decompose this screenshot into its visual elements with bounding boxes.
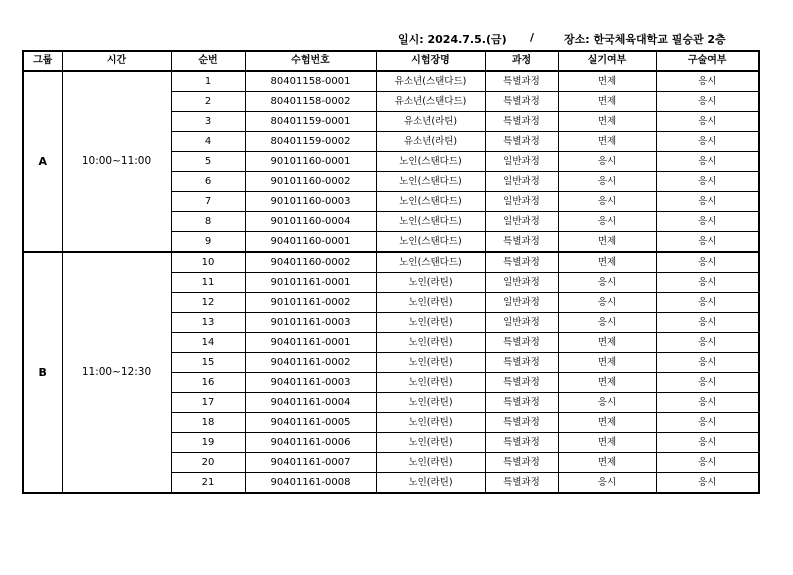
venue-cell: 노인(스탠다드) [376,232,485,253]
exam-number-cell: 90101160-0004 [245,212,376,232]
venue-cell: 노인(라틴) [376,433,485,453]
course-cell: 특별과정 [485,453,558,473]
practical-cell: 면제 [558,373,656,393]
course-cell: 일반과정 [485,172,558,192]
exam-number-cell: 90401161-0008 [245,473,376,494]
course-cell: 특별과정 [485,112,558,132]
oral-cell: 응시 [656,433,759,453]
order-cell: 4 [171,132,245,152]
course-cell: 특별과정 [485,473,558,494]
col-header-time: 시간 [62,51,171,71]
table-row [23,71,759,92]
practical-cell: 면제 [558,433,656,453]
exam-number-cell: 80401158-0002 [245,92,376,112]
oral-cell: 응시 [656,252,759,273]
exam-number-cell: 90401161-0003 [245,373,376,393]
col-header-course: 과정 [485,51,558,71]
oral-cell: 응시 [656,353,759,373]
exam-number-cell: 90401161-0007 [245,453,376,473]
venue-cell: 유소년(스탠다드) [376,71,485,92]
course-cell: 특별과정 [485,333,558,353]
practical-cell: 면제 [558,112,656,132]
course-cell: 일반과정 [485,293,558,313]
venue-cell: 노인(라틴) [376,373,485,393]
practical-cell: 면제 [558,353,656,373]
exam-number-cell: 90101161-0001 [245,273,376,293]
oral-cell: 응시 [656,112,759,132]
order-cell: 21 [171,473,245,494]
venue-cell: 노인(라틴) [376,413,485,433]
venue-cell: 노인(스탠다드) [376,252,485,273]
practical-cell: 응시 [558,192,656,212]
oral-cell: 응시 [656,413,759,433]
exam-number-cell: 90101160-0003 [245,192,376,212]
header-separator: / [530,31,535,44]
order-cell: 6 [171,172,245,192]
exam-place: 장소: 한국체육대학교 필승관 2층 [564,33,726,46]
exam-number-cell: 80401158-0001 [245,71,376,92]
exam-number-cell: 90101161-0002 [245,293,376,313]
course-cell: 일반과정 [485,192,558,212]
course-cell: 특별과정 [485,252,558,273]
venue-cell: 노인(라틴) [376,273,485,293]
exam-number-cell: 90101160-0001 [245,152,376,172]
col-header-order: 순번 [171,51,245,71]
oral-cell: 응시 [656,293,759,313]
practical-cell: 응시 [558,313,656,333]
practical-cell: 면제 [558,92,656,112]
practical-cell: 응시 [558,393,656,413]
table-header-row [23,51,759,71]
oral-cell: 응시 [656,333,759,353]
order-cell: 10 [171,252,245,273]
venue-cell: 노인(라틴) [376,353,485,373]
col-header-venue: 시험장명 [376,51,485,71]
venue-cell: 노인(스탠다드) [376,172,485,192]
order-cell: 3 [171,112,245,132]
order-cell: 1 [171,71,245,92]
order-cell: 14 [171,333,245,353]
course-cell: 특별과정 [485,393,558,413]
oral-cell: 응시 [656,152,759,172]
oral-cell: 응시 [656,71,759,92]
order-cell: 7 [171,192,245,212]
order-cell: 16 [171,373,245,393]
oral-cell: 응시 [656,273,759,293]
oral-cell: 응시 [656,92,759,112]
order-cell: 19 [171,433,245,453]
exam-number-cell: 80401159-0002 [245,132,376,152]
practical-cell: 응시 [558,212,656,232]
oral-cell: 응시 [656,473,759,494]
practical-cell: 응시 [558,473,656,494]
oral-cell: 응시 [656,373,759,393]
exam-number-cell: 90401161-0005 [245,413,376,433]
venue-cell: 노인(라틴) [376,473,485,494]
venue-cell: 노인(라틴) [376,453,485,473]
oral-cell: 응시 [656,172,759,192]
course-cell: 특별과정 [485,373,558,393]
exam-number-cell: 80401159-0001 [245,112,376,132]
order-cell: 17 [171,393,245,413]
exam-number-cell: 90401161-0002 [245,353,376,373]
order-cell: 15 [171,353,245,373]
oral-cell: 응시 [656,393,759,413]
venue-cell: 노인(스탠다드) [376,192,485,212]
venue-cell: 노인(라틴) [376,293,485,313]
exam-number-cell: 90401161-0006 [245,433,376,453]
oral-cell: 응시 [656,313,759,333]
course-cell: 특별과정 [485,92,558,112]
practical-cell: 면제 [558,453,656,473]
exam-date: 일시: 2024.7.5.(금) [398,33,507,46]
course-cell: 특별과정 [485,433,558,453]
oral-cell: 응시 [656,232,759,253]
order-cell: 8 [171,212,245,232]
oral-cell: 응시 [656,453,759,473]
exam-number-cell: 90101161-0003 [245,313,376,333]
exam-number-cell: 90401161-0004 [245,393,376,413]
time-slot-cell: 11:00~12:30 [62,252,171,493]
course-cell: 일반과정 [485,212,558,232]
order-cell: 11 [171,273,245,293]
course-cell: 특별과정 [485,353,558,373]
col-header-oral: 구술여부 [656,51,759,71]
practical-cell: 면제 [558,132,656,152]
venue-cell: 노인(라틴) [376,333,485,353]
order-cell: 20 [171,453,245,473]
exam-number-cell: 90101160-0002 [245,172,376,192]
exam-number-cell: 90401160-0002 [245,252,376,273]
order-cell: 9 [171,232,245,253]
order-cell: 12 [171,293,245,313]
practical-cell: 응시 [558,293,656,313]
col-header-exam-number: 수험번호 [245,51,376,71]
practical-cell: 면제 [558,252,656,273]
oral-cell: 응시 [656,192,759,212]
order-cell: 18 [171,413,245,433]
group-label-cell: B [23,252,62,493]
venue-cell: 유소년(라틴) [376,112,485,132]
oral-cell: 응시 [656,212,759,232]
course-cell: 특별과정 [485,71,558,92]
col-header-group: 그룹 [23,51,62,71]
venue-cell: 노인(라틴) [376,313,485,333]
order-cell: 2 [171,92,245,112]
col-header-practical: 실기여부 [558,51,656,71]
practical-cell: 응시 [558,273,656,293]
venue-cell: 유소년(라틴) [376,132,485,152]
course-cell: 일반과정 [485,273,558,293]
course-cell: 일반과정 [485,313,558,333]
course-cell: 특별과정 [485,232,558,253]
venue-cell: 노인(스탠다드) [376,152,485,172]
course-cell: 특별과정 [485,413,558,433]
practical-cell: 면제 [558,232,656,253]
group-b-block [23,252,759,493]
exam-number-cell: 90401160-0001 [245,232,376,253]
practical-cell: 면제 [558,71,656,92]
practical-cell: 응시 [558,152,656,172]
exam-schedule-table [22,50,760,494]
schedule-header [0,31,793,47]
venue-cell: 노인(스탠다드) [376,212,485,232]
order-cell: 13 [171,313,245,333]
oral-cell: 응시 [656,132,759,152]
time-slot-cell: 10:00~11:00 [62,71,171,252]
exam-number-cell: 90401161-0001 [245,333,376,353]
course-cell: 일반과정 [485,152,558,172]
table-row [23,252,759,273]
course-cell: 특별과정 [485,132,558,152]
practical-cell: 응시 [558,172,656,192]
group-a-block [23,71,759,252]
venue-cell: 유소년(스탠다드) [376,92,485,112]
venue-cell: 노인(라틴) [376,393,485,413]
practical-cell: 면제 [558,413,656,433]
order-cell: 5 [171,152,245,172]
practical-cell: 면제 [558,333,656,353]
group-label-cell: A [23,71,62,252]
